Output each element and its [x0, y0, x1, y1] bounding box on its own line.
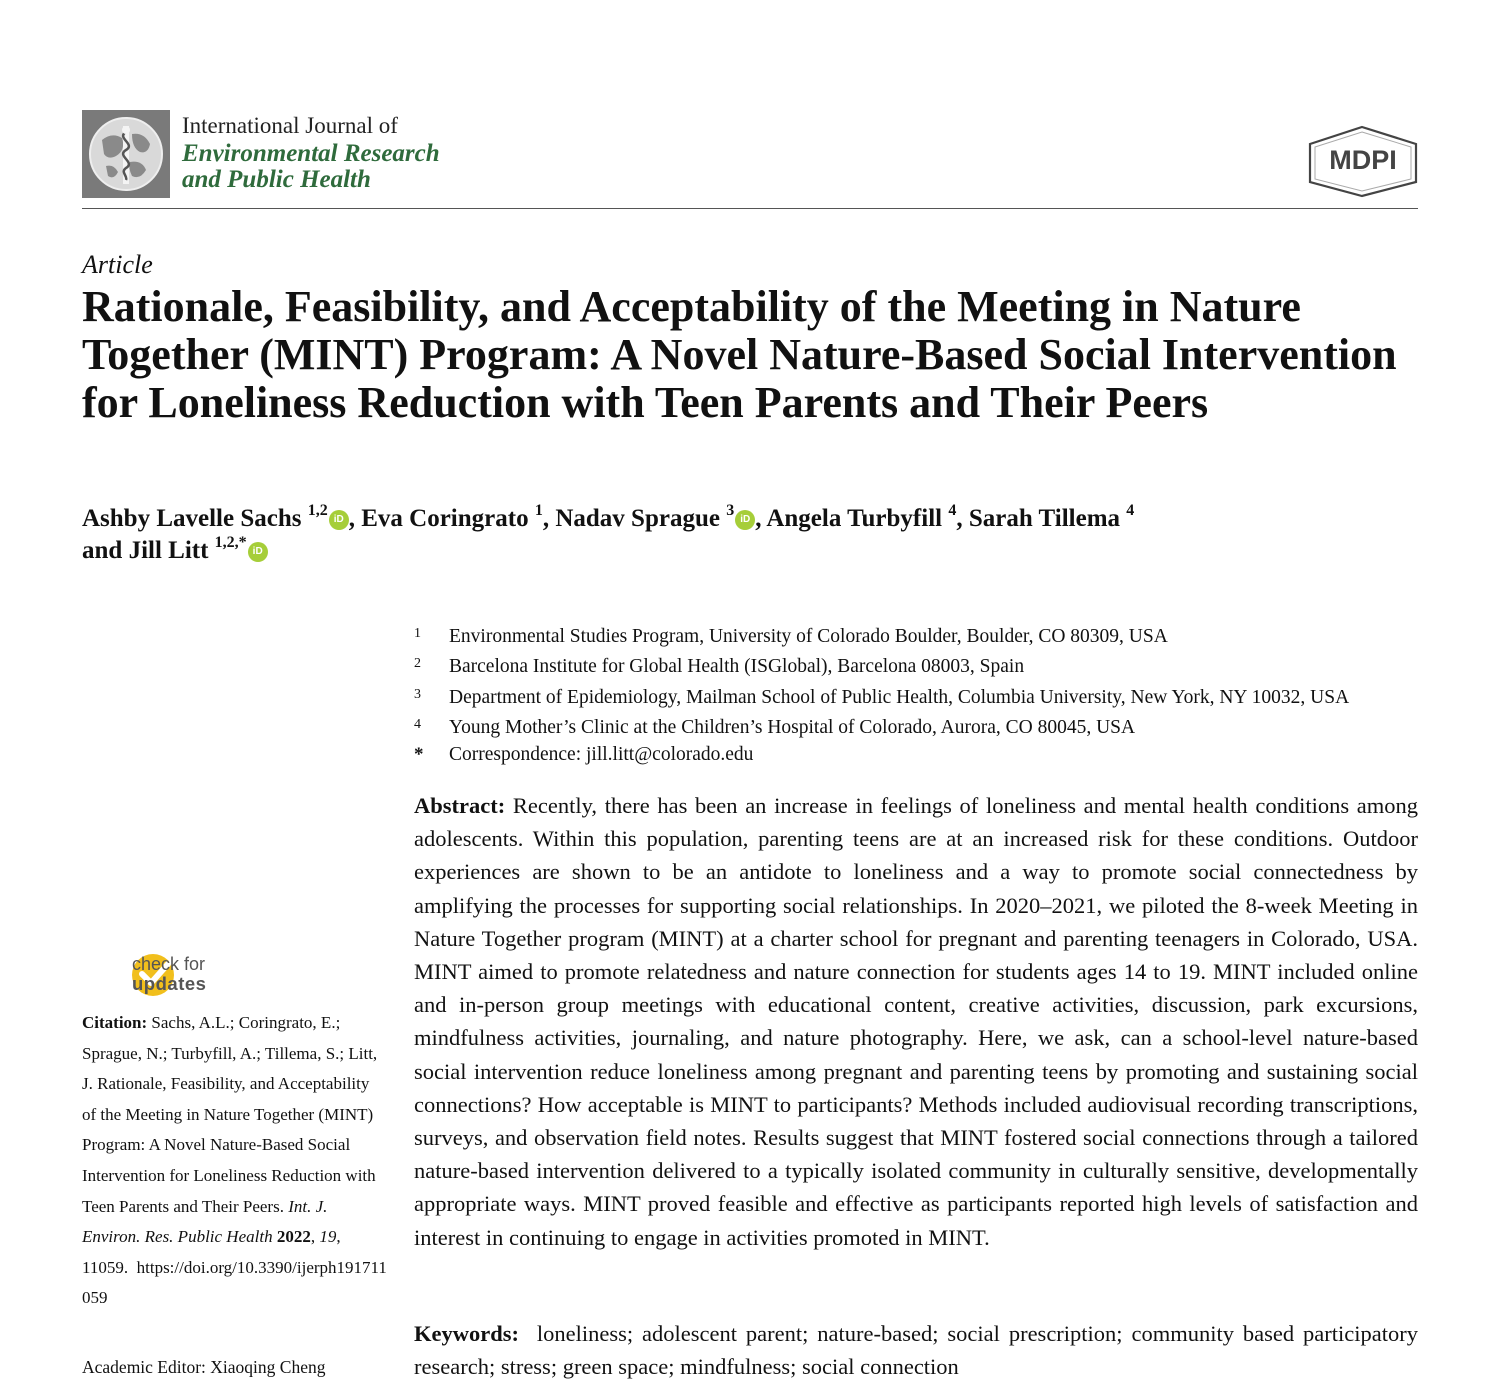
check-line2: updates [132, 973, 207, 994]
author-name[interactable]: Ashby Lavelle Sachs [82, 505, 308, 532]
citation-doi-link[interactable]: https://doi.org/10.3390/ijerph191711059 [82, 1257, 387, 1308]
author-name[interactable]: Jill Litt [128, 537, 215, 564]
author-name[interactable]: Nadav Sprague [555, 505, 727, 532]
orcid-icon[interactable]: iD [735, 510, 755, 530]
journal-name [182, 114, 440, 192]
keywords [414, 1317, 1418, 1383]
citation-text: Sachs, A.L.; Coringrato, E.; Sprague, N.; Turbyfill, A.; Tillema, S.; Litt, J. Rationale, Feasibility, and Acceptability of the Meeting in Nature Together (MINT) Program: A Novel Nature-Based Social Intervention for Loneliness Reduction with Teen Parents and Their Peers. [82, 1013, 378, 1216]
author [968, 501, 1135, 532]
author [766, 501, 957, 532]
affiliation-item [414, 650, 1424, 680]
keywords-label: Keywords: [414, 1321, 519, 1346]
author-affiliation: 1,2,* [214, 533, 247, 551]
affiliation-text: Department of Epidemiology, Mailman School of Public Health, Columbia University, New York, NY 10032, USA [449, 686, 1350, 708]
affiliation-number: 2 [414, 656, 421, 672]
article-type: Article [82, 250, 153, 279]
affiliation-item [414, 711, 1424, 741]
affiliations [414, 620, 1424, 768]
author-name[interactable]: Angela Turbyfill [766, 505, 949, 532]
citation: Citation: Sachs, A.L.; Coringrato, E.; Sprague, N.; Turbyfill, A.; Tillema, S.; Litt, J. Rationale, Feasibility, and Acceptability of the Meeting in Nature Together (MINT) Program: A Novel Nature-Based Social Intervention for Loneliness Reduction with Teen Parents and Their Peers. Int. J. Environ. Res. Public Health 2022, 19, 11059. https://doi.org/10.3390/ijerph191711059 [82, 1013, 387, 1308]
orcid-icon[interactable]: iD [329, 510, 349, 530]
abstract-text: Recently, there has been an increase in feelings of loneliness and mental health conditions among adolescents. Within this population, parenting teens are at an increased risk for these conditions. Outdoor experiences are shown to be an antidote to loneliness and a way to promote social connectedness by amplifying the processes for supporting social relationships. In 2020–2021, we piloted the 8-week Meeting in Nature Together program (MINT) at a charter school for pregnant and parenting teenagers in Colorado, USA. MINT aimed to promote relatedness and nature connection for students ages 14 to 19. MINT included online and in-person group meetings with educational content, creative activities, discussion, park excursions, mindfulness activities, journaling, and nature photography. Here, we ask, can a school-level nature-based social intervention reduce loneliness among pregnant and parenting teens by promoting and sustaining social connections? How acceptable is MINT to participants? Methods included audiovisual recording transcriptions, surveys, and observation field notes. Results suggest that MINT fostered social connections through a tailored nature-based intervention delivered to a typically isolated community in culturally sensitive, developmentally appropriate ways. MINT proved feasible and effective as participants reported high levels of satisfaction and interest in continuing to engage in activities promoted in MINT. [414, 793, 1419, 1250]
author [555, 501, 755, 532]
author-affiliation: 4 [1126, 501, 1135, 519]
journal-name-line1: International Journal of [182, 113, 398, 138]
author-name[interactable]: Sarah Tillema [968, 505, 1127, 532]
citation-article-number: 11059. [82, 1257, 129, 1277]
citation-volume: 19 [319, 1227, 337, 1247]
citation-year: 2022 [276, 1227, 311, 1247]
academic-editor: Academic Editor: Xiaoqing Cheng [82, 1357, 326, 1377]
check-for-updates-label[interactable] [132, 955, 206, 993]
orcid-icon[interactable]: iD [248, 542, 268, 562]
affiliation-text: Young Mother’s Clinic at the Children’s Hospital of Colorado, Aurora, CO 80045, USA [449, 716, 1136, 738]
author [82, 501, 349, 532]
journal-name-line2: Environmental Research [182, 140, 440, 167]
affiliation-text: Environmental Studies Program, University of Colorado Boulder, Boulder, CO 80309, USA [449, 626, 1168, 647]
header-divider [82, 208, 1418, 209]
affiliation-number: 3 [414, 686, 421, 702]
abstract-label: Abstract: [414, 793, 506, 818]
publisher-logo [1306, 124, 1422, 198]
affiliation-item [414, 620, 1424, 650]
correspondence-text: Correspondence: jill.litt@colorado.edu [449, 744, 754, 766]
publisher-name: MDPI [1329, 145, 1397, 175]
author-affiliation: 1 [534, 501, 543, 519]
journal-name-line3: and Public Health [182, 166, 371, 193]
author-affiliation: 4 [948, 501, 957, 519]
author-separator: , [755, 505, 767, 532]
author-separator: , [956, 505, 969, 532]
correspondence-mark: * [414, 744, 424, 766]
author-affiliation: 3 [726, 501, 735, 519]
author-affiliation: 1,2 [307, 501, 328, 519]
abstract [414, 789, 1418, 1254]
author-name[interactable]: Eva Coringrato [361, 505, 535, 532]
article-title: Rationale, Feasibility, and Acceptability of the Meeting in Nature Together (MINT) Program: A Novel Nature-Based Social Intervention for Loneliness Reduction with Teen Parents and Their Peers [82, 282, 1397, 427]
affiliation-number: 1 [414, 626, 421, 641]
author-conjunction: and [82, 537, 129, 564]
affiliation-item [414, 681, 1424, 711]
affiliation-number: 4 [414, 716, 421, 732]
affiliation-text: Barcelona Institute for Global Health (ISGlobal), Barcelona 08003, Spain [449, 656, 1025, 678]
author-separator: , [542, 505, 556, 532]
author [361, 501, 543, 532]
citation-journal: Int. J. Environ. Res. Public Health [82, 1196, 328, 1247]
journal-logo [82, 110, 170, 198]
correspondence [414, 741, 1424, 768]
check-line1: check for [132, 954, 206, 974]
author-list [82, 503, 1382, 567]
keywords-text: loneliness; adolescent parent; nature-based; social prescription; community based participatory research; stress; green space; mindfulness; social connection [414, 1321, 1418, 1380]
author-separator: , [348, 505, 362, 532]
citation-label: Citation: [82, 1013, 148, 1032]
author [128, 533, 268, 564]
